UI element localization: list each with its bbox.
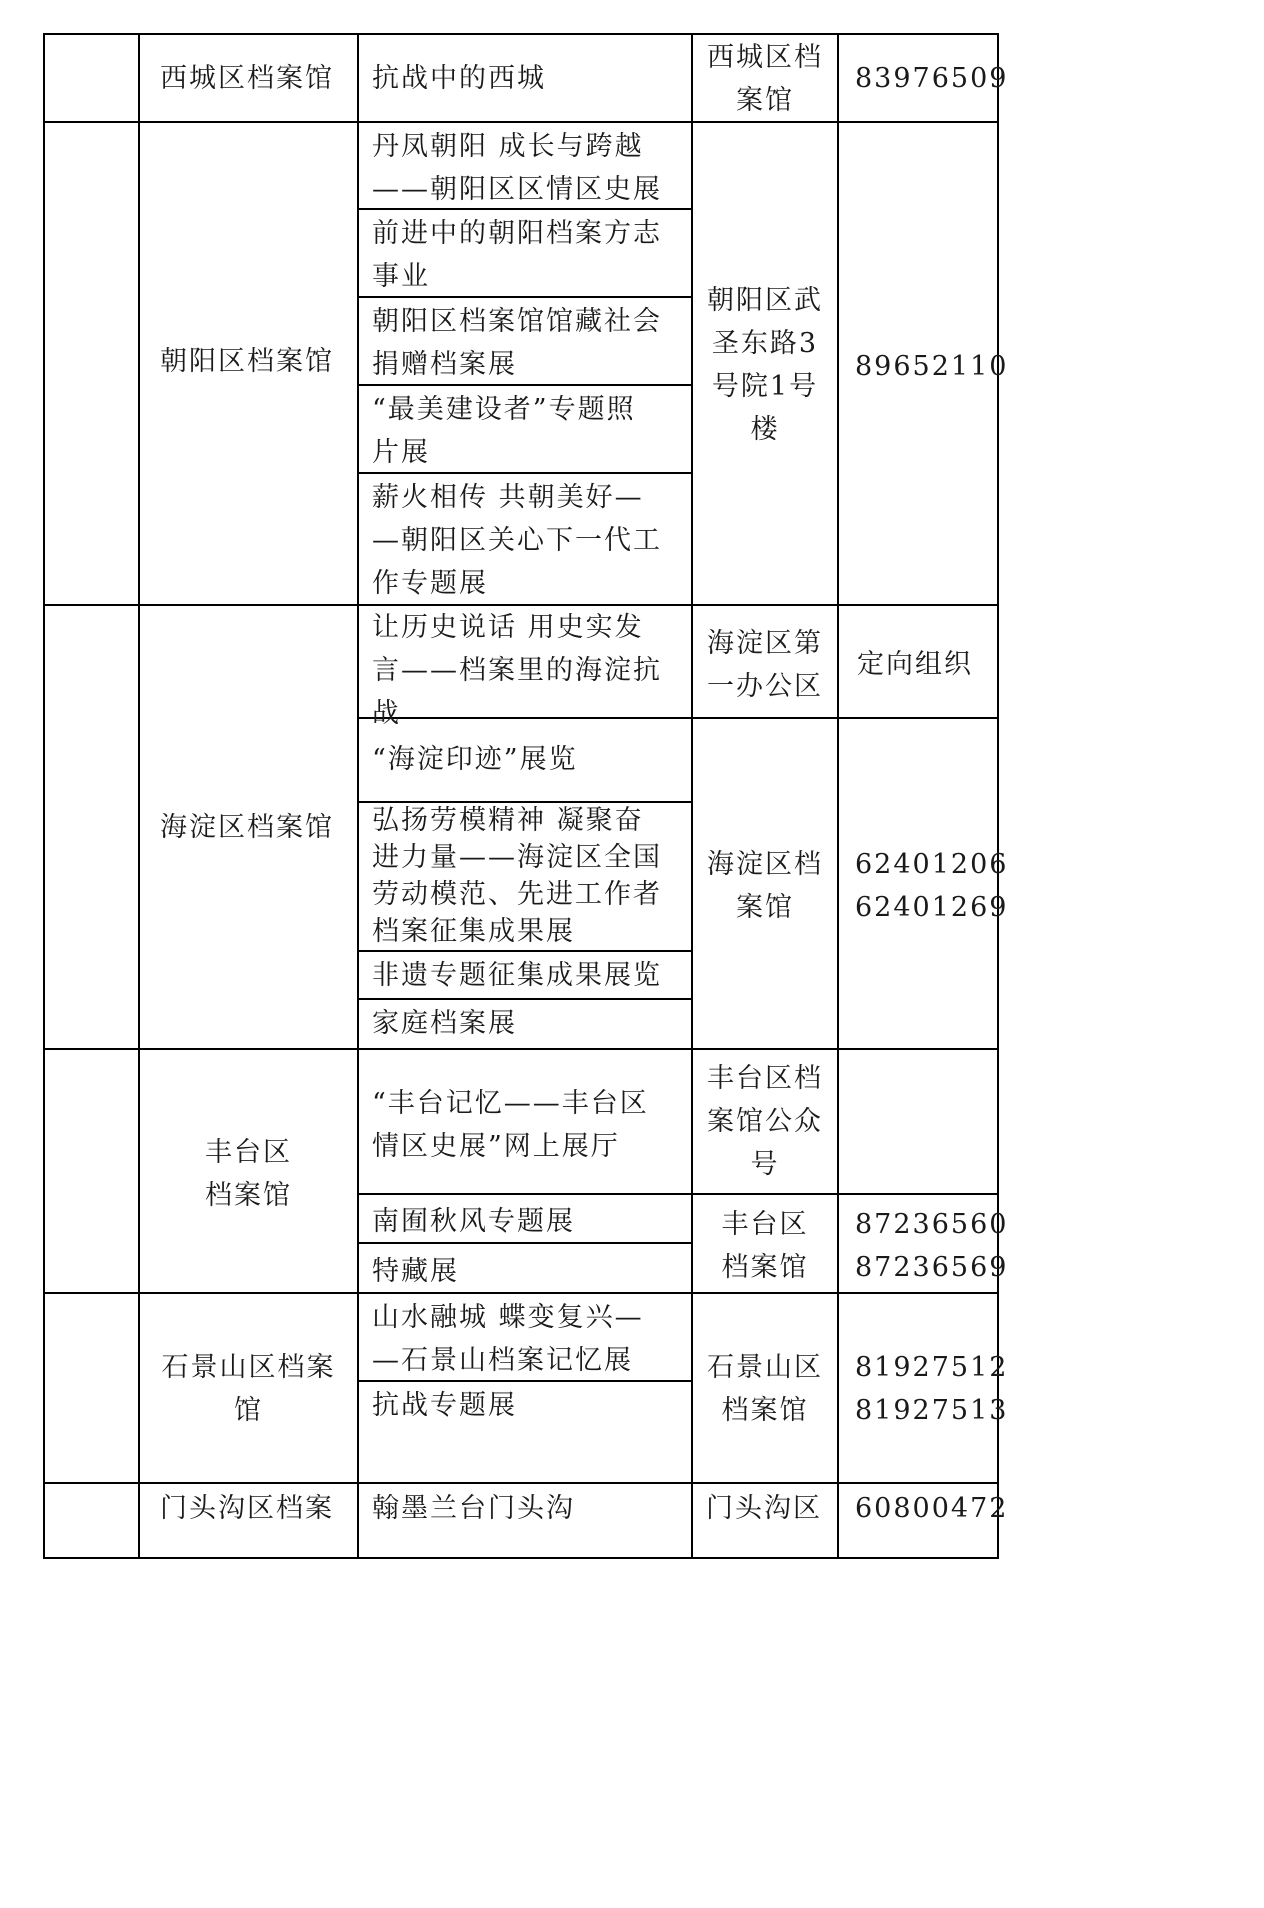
row-divider	[43, 1292, 999, 1294]
exhibition-title: 薪火相传 共朝美好— —朝阳区关心下一代工 作专题展	[372, 482, 662, 599]
location: 朝阳区武 圣东路3 号院1号 楼	[707, 285, 823, 445]
location: 海淀区第 一办公区	[707, 628, 823, 702]
col-divider	[837, 33, 839, 1559]
exhibition-title: “海淀印迹”展览	[372, 744, 578, 775]
table-border	[43, 33, 999, 35]
row-divider	[43, 1482, 999, 1484]
phone: 62401206 62401269	[855, 849, 1009, 923]
col-divider	[357, 33, 359, 1559]
exhibition-title: 抗战专题展	[372, 1390, 517, 1421]
exhibition-title: 山水融城 蝶变复兴— —石景山档案记忆展	[372, 1302, 644, 1376]
archive-name: 海淀区档案馆	[160, 812, 334, 843]
row-divider	[43, 121, 999, 123]
table-border	[43, 1557, 999, 1559]
location: 门头沟区	[706, 1493, 822, 1524]
phone: 定向组织	[857, 649, 973, 680]
exhibition-title: 特藏展	[372, 1256, 459, 1287]
phone: 89652110	[855, 351, 1009, 382]
location: 石景山区 档案馆	[707, 1352, 823, 1426]
col-divider	[43, 33, 45, 1559]
col-divider	[138, 33, 140, 1559]
location: 丰台区 档案馆	[721, 1209, 809, 1283]
phone: 83976509	[855, 63, 1009, 94]
exhibition-title: 朝阳区档案馆馆藏社会 捐赠档案展	[372, 306, 662, 380]
archive-name: 石景山区档案 馆	[161, 1352, 336, 1426]
exhibition-title: 让历史说话 用史实发 言——档案里的海淀抗 战	[372, 612, 662, 729]
exhibition-title: 非遗专题征集成果展览	[372, 960, 662, 991]
location: 西城区档 案馆	[707, 42, 823, 116]
archive-name: 西城区档案馆	[160, 63, 334, 94]
exhibition-title: 弘扬劳模精神 凝聚奋 进力量——海淀区全国 劳动模范、先进工作者 档案征集成果展	[372, 805, 662, 947]
row-divider	[43, 1048, 999, 1050]
exhibition-title: 家庭档案展	[372, 1008, 517, 1039]
col-divider	[691, 33, 693, 1559]
exhibition-title: 前进中的朝阳档案方志 事业	[372, 218, 662, 292]
location: 丰台区档 案馆公众 号	[707, 1063, 823, 1180]
exhibition-title: 南囿秋风专题展	[372, 1206, 575, 1237]
col-divider	[997, 33, 999, 1559]
sub-divider	[357, 950, 691, 952]
archive-name: 门头沟区档案	[160, 1493, 334, 1524]
phone: 87236560 87236569	[855, 1209, 1009, 1283]
exhibition-title: 抗战中的西城	[372, 63, 546, 94]
sub-divider	[357, 998, 691, 1000]
phone: 60800472	[855, 1493, 1009, 1524]
location: 海淀区档 案馆	[707, 849, 823, 923]
archive-name: 朝阳区档案馆	[160, 346, 334, 377]
exhibition-title: 丹凤朝阳 成长与跨越 ——朝阳区区情区史展	[372, 131, 662, 205]
archive-name: 丰台区 档案馆	[205, 1137, 292, 1211]
exhibition-title: 翰墨兰台门头沟	[372, 1493, 575, 1524]
exhibition-title: “最美建设者”专题照 片展	[372, 394, 636, 468]
sub-divider	[357, 1193, 999, 1195]
exhibition-title: “丰台记忆——丰台区 情区史展”网上展厅	[372, 1088, 649, 1162]
phone: 81927512 81927513	[855, 1352, 1009, 1426]
